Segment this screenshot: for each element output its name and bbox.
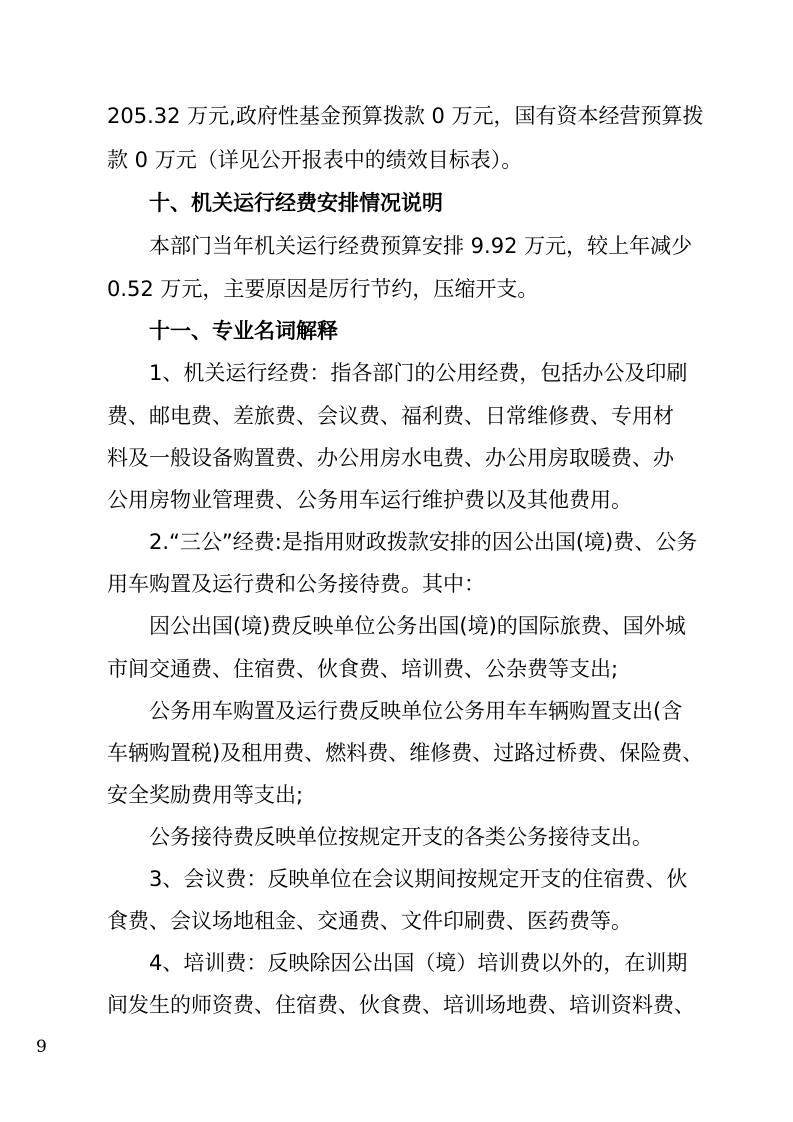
body-text-line: 食费、会议场地租金、交通费、文件印刷费、医药费等。 bbox=[107, 909, 632, 933]
body-text-line: 4、培训费：反映除因公出国（境）培训费以外的，在训期 bbox=[149, 951, 688, 975]
body-text-line: 市间交通费、住宿费、伙食费、培训费、公杂费等支出; bbox=[107, 657, 619, 681]
body-text-line: 3、会议费：反映单位在会议期间按规定开支的住宿费、伙 bbox=[149, 867, 688, 891]
body-text-line: 安全奖励费用等支出; bbox=[107, 783, 304, 807]
body-text-line: 用车购置及运行费和公务接待费。其中： bbox=[107, 572, 485, 596]
body-text-line: 款 0 万元（详见公开报表中的绩效目标表）。 bbox=[107, 148, 523, 172]
body-text-line: 2.“三公”经费:是指用财政拨款安排的因公出国(境)费、公务 bbox=[149, 530, 698, 554]
body-text-line: 公务用车购置及运行费反映单位公务用车车辆购置支出(含 bbox=[149, 699, 683, 723]
body-text-line: 料及一般设备购置费、办公用房水电费、办公用房取暖费、办 bbox=[107, 446, 674, 470]
page-number: 9 bbox=[36, 1037, 47, 1057]
body-text-line: 0.52 万元，主要原因是厉行节约，压缩开支。 bbox=[107, 277, 539, 301]
body-text-line: 1、机关运行经费：指各部门的公用经费，包括办公及印刷 bbox=[149, 361, 688, 385]
body-text-line: 公务接待费反映单位按规定开支的各类公务接待支出。 bbox=[149, 825, 653, 849]
body-text-line: 间发生的师资费、住宿费、伙食费、培训场地费、培训资料费、 bbox=[107, 993, 695, 1017]
body-text-line: 车辆购置税)及租用费、燃料费、维修费、过路过桥费、保险费、 bbox=[107, 741, 704, 765]
section-heading: 十、机关运行经费安排情况说明 bbox=[149, 191, 443, 215]
body-text-line: 因公出国(境)费反映单位公务出国(境)的国际旅费、国外城 bbox=[149, 614, 686, 638]
body-text-line: 本部门当年机关运行经费预算安排 9.92 万元，较上年减少 bbox=[149, 234, 693, 258]
body-text-line: 费、邮电费、差旅费、会议费、福利费、日常维修费、专用材 bbox=[107, 404, 674, 428]
section-heading: 十一、专业名词解释 bbox=[149, 319, 338, 343]
body-text-line: 公用房物业管理费、公务用车运行维护费以及其他费用。 bbox=[107, 488, 632, 512]
body-text-line: 205.32 万元,政府性基金预算拨款 0 万元，国有资本经营预算拨 bbox=[107, 104, 704, 128]
